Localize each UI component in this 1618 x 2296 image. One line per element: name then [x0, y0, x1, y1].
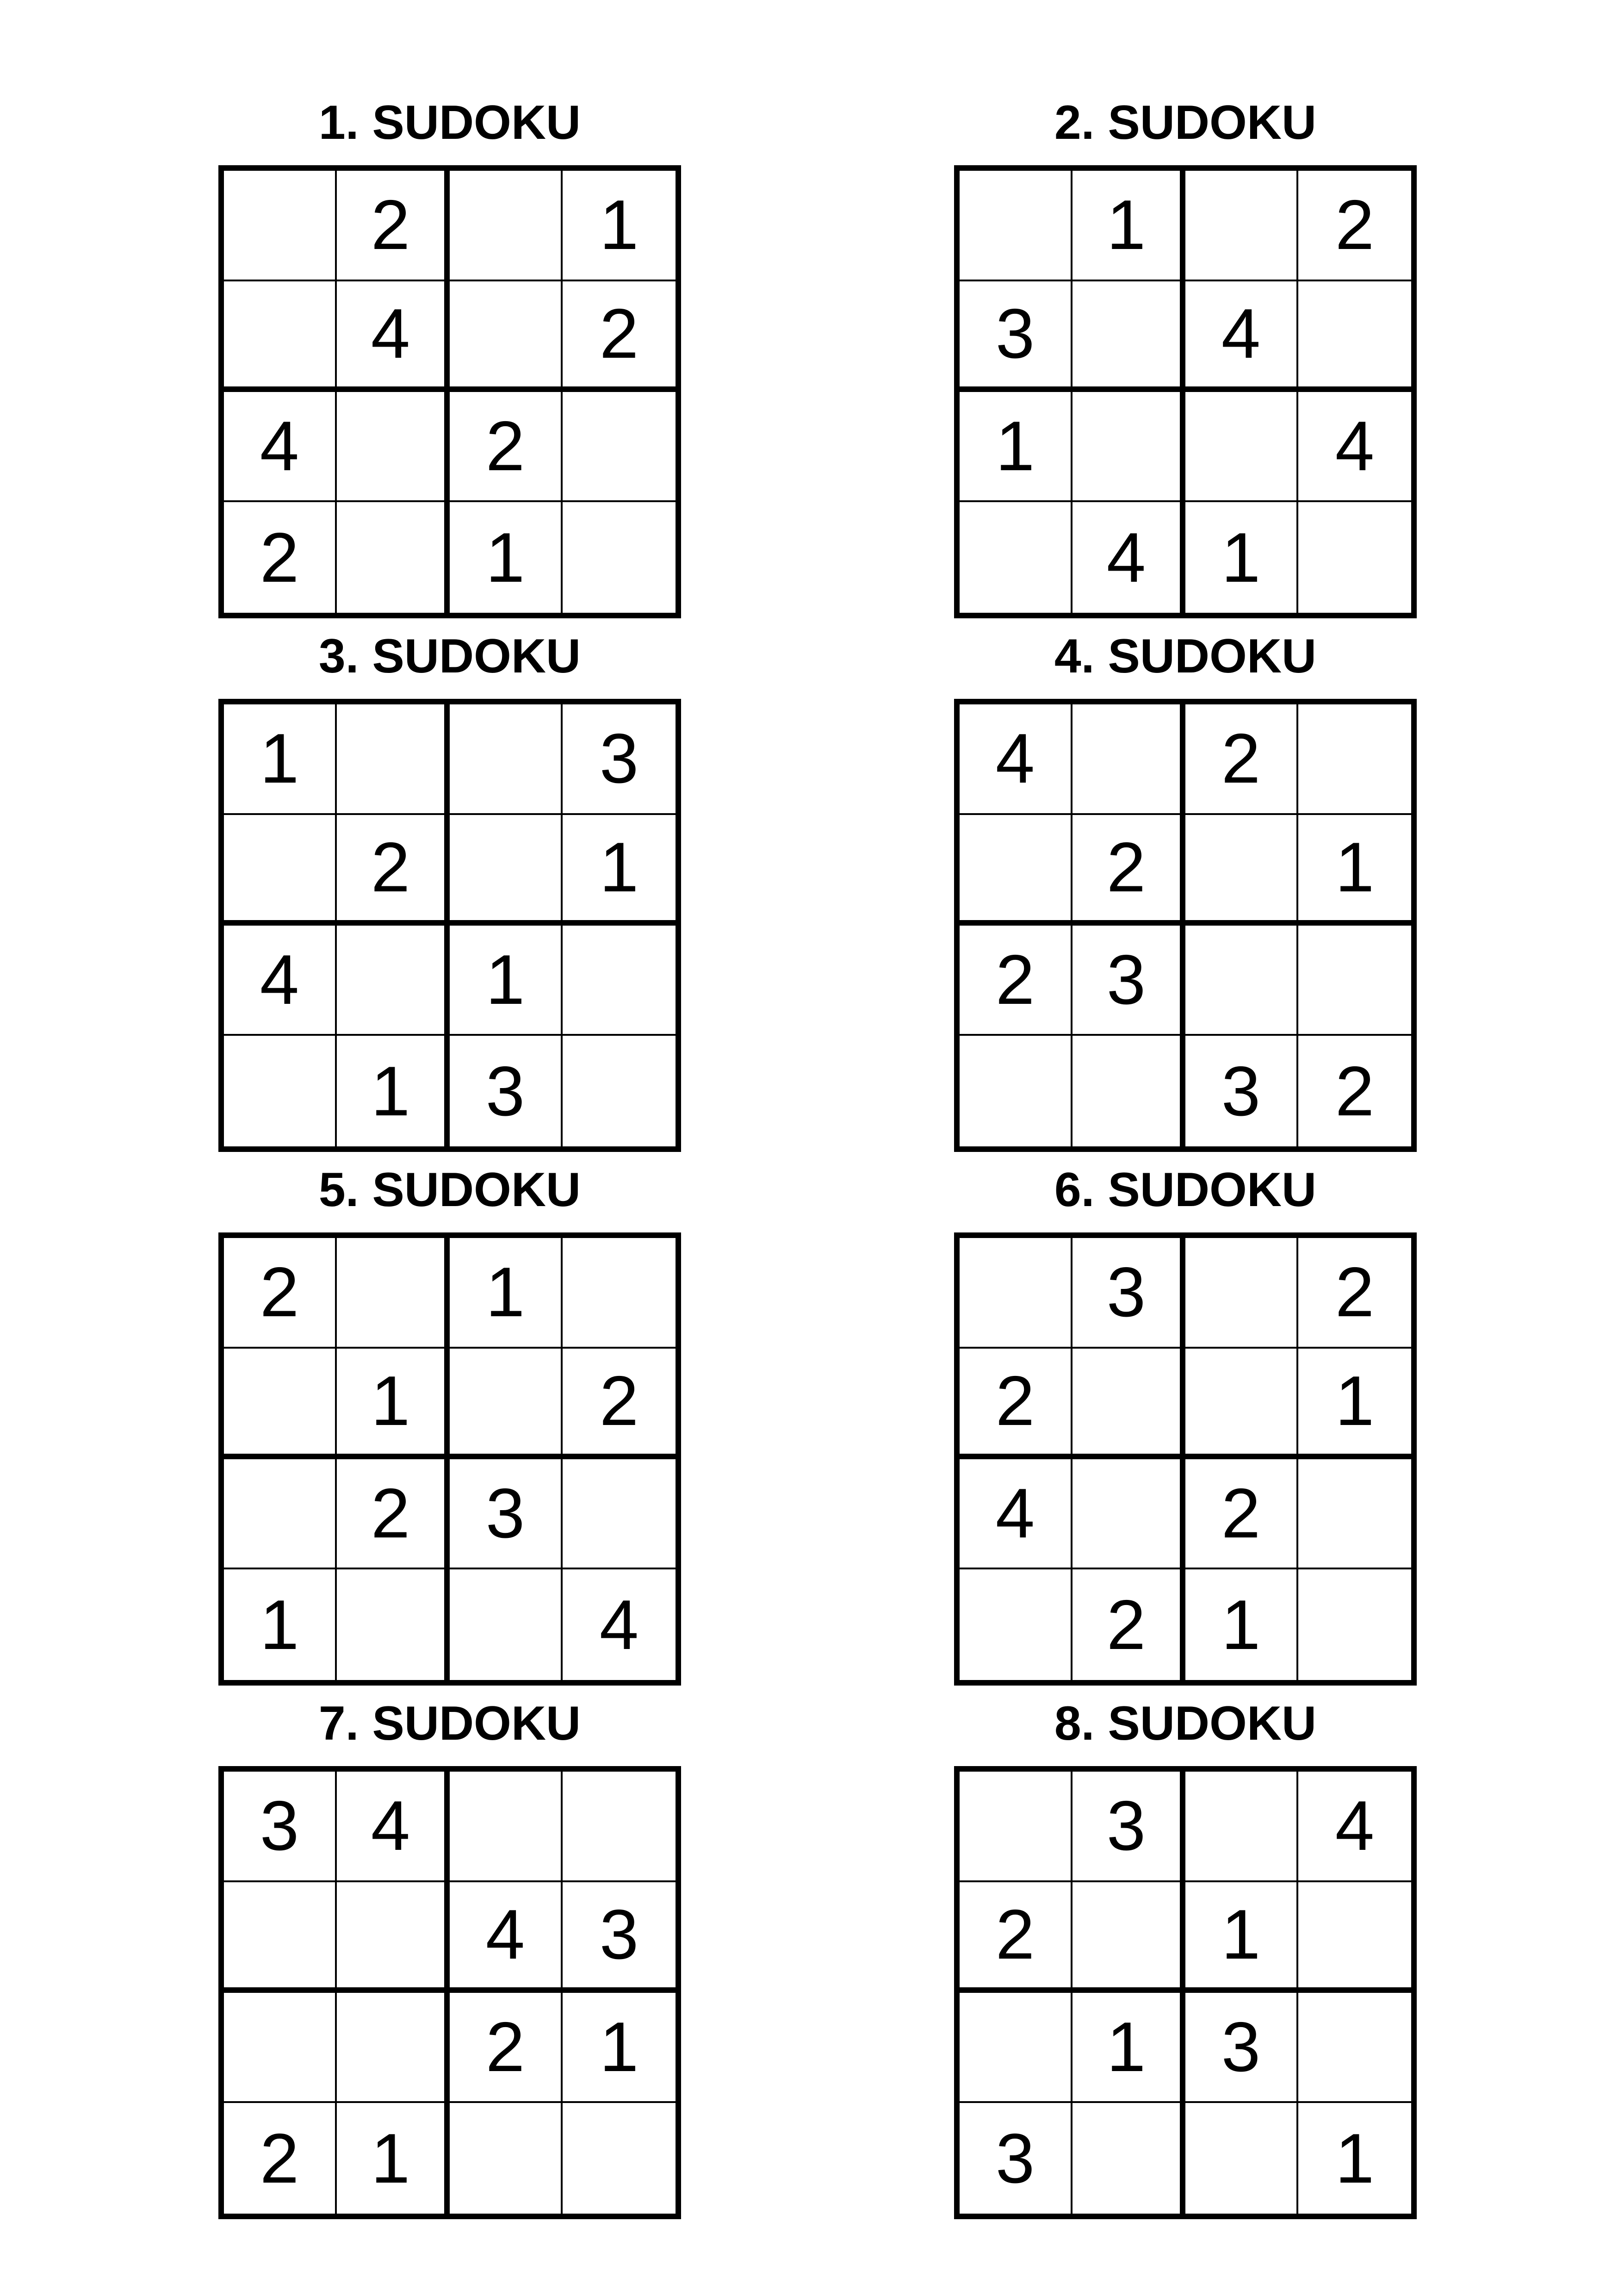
- sudoku-cell[interactable]: [960, 815, 1072, 926]
- sudoku-cell[interactable]: [337, 1993, 450, 2103]
- sudoku-cell[interactable]: 1: [337, 1349, 450, 1459]
- sudoku-cell[interactable]: [337, 926, 450, 1036]
- sudoku-cell[interactable]: 1: [450, 926, 563, 1036]
- sudoku-cell[interactable]: 2: [1335, 1052, 1375, 1131]
- sudoku-cell[interactable]: [563, 392, 676, 503]
- sudoku-cell[interactable]: 4: [450, 1882, 563, 1993]
- sudoku-cell[interactable]: 2: [1298, 171, 1411, 281]
- puzzle-title: 6. SUDOKU: [1054, 1163, 1317, 1217]
- sudoku-cell[interactable]: [1185, 815, 1298, 926]
- sudoku-cell[interactable]: 1: [337, 2103, 450, 2214]
- sudoku-cell[interactable]: 4: [337, 1772, 450, 1882]
- sudoku-cell[interactable]: 1: [450, 502, 563, 613]
- sudoku-cell[interactable]: 4: [224, 392, 337, 503]
- sudoku-cell[interactable]: [1185, 1349, 1298, 1459]
- sudoku-cell[interactable]: 1: [1072, 1993, 1185, 2103]
- sudoku-cell[interactable]: 4: [1298, 1772, 1411, 1882]
- sudoku-cell[interactable]: [1298, 502, 1411, 613]
- puzzle-title: 8. SUDOKU: [1054, 1697, 1317, 1750]
- sudoku-grid: [218, 699, 681, 1152]
- sudoku-cell[interactable]: 2: [337, 1459, 450, 1570]
- sudoku-grid: [954, 165, 1417, 618]
- sudoku-cell[interactable]: 1: [337, 1036, 450, 1146]
- sudoku-cell[interactable]: [960, 1569, 1072, 1680]
- sudoku-cell[interactable]: [960, 1036, 1072, 1146]
- sudoku-cell[interactable]: [337, 704, 450, 815]
- sudoku-cell[interactable]: [1298, 704, 1411, 815]
- puzzle-title: 5. SUDOKU: [318, 1163, 581, 1217]
- sudoku-grid: [954, 1232, 1417, 1686]
- sudoku-cell[interactable]: 2: [1298, 1238, 1411, 1349]
- sudoku-cell[interactable]: 3: [450, 1459, 563, 1570]
- sudoku-cell[interactable]: 2: [224, 1238, 337, 1349]
- sudoku-cell[interactable]: 1: [1185, 1882, 1298, 1993]
- sudoku-cell[interactable]: 2: [224, 502, 337, 613]
- sudoku-cell[interactable]: 2: [224, 2103, 337, 2214]
- sudoku-grid: [218, 1232, 681, 1686]
- sudoku-cell[interactable]: 3: [960, 2103, 1072, 2214]
- sudoku-cell[interactable]: 4: [337, 281, 450, 392]
- sudoku-grid: [954, 699, 1417, 1152]
- sudoku-cell[interactable]: 1: [450, 1238, 563, 1349]
- sudoku-cell[interactable]: 1: [563, 815, 676, 926]
- sudoku-cell[interactable]: [1298, 281, 1411, 392]
- sudoku-cell[interactable]: [450, 2103, 563, 2214]
- sudoku-cell[interactable]: 1: [563, 1993, 676, 2103]
- sudoku-cell[interactable]: [224, 1993, 337, 2103]
- sudoku-grid: [218, 1766, 681, 2219]
- sudoku-cell[interactable]: [224, 815, 337, 926]
- sudoku-cell[interactable]: [563, 1238, 676, 1349]
- sudoku-cell[interactable]: [1072, 1349, 1185, 1459]
- sudoku-cell[interactable]: 4: [224, 926, 337, 1036]
- puzzle-title: 4. SUDOKU: [1054, 629, 1317, 683]
- sudoku-cell[interactable]: 2: [1185, 704, 1298, 815]
- sudoku-cell[interactable]: [1185, 1238, 1298, 1349]
- sudoku-cell[interactable]: [450, 1772, 563, 1882]
- sudoku-cell[interactable]: [563, 1772, 676, 1882]
- sudoku-cell[interactable]: [1072, 281, 1185, 392]
- sudoku-cell[interactable]: 3: [1185, 1036, 1298, 1146]
- sudoku-cell[interactable]: [450, 171, 563, 281]
- sudoku-cell[interactable]: [1185, 392, 1298, 503]
- sudoku-cell[interactable]: 1: [224, 704, 337, 815]
- puzzle-title: 7. SUDOKU: [318, 1697, 581, 1750]
- sudoku-cell[interactable]: [1072, 2103, 1185, 2214]
- sudoku-cell[interactable]: 4: [960, 1459, 1072, 1570]
- sudoku-cell[interactable]: [563, 2103, 676, 2214]
- sudoku-cell[interactable]: 1: [1185, 1569, 1298, 1680]
- sudoku-cell[interactable]: 2: [1072, 1569, 1185, 1680]
- sudoku-cell[interactable]: [563, 1459, 676, 1570]
- sudoku-cell[interactable]: 1: [1185, 502, 1298, 613]
- sudoku-cell[interactable]: 2: [1072, 815, 1185, 926]
- sudoku-cell[interactable]: [960, 1772, 1072, 1882]
- sudoku-cell[interactable]: [1072, 1459, 1185, 1570]
- sudoku-cell[interactable]: [224, 281, 337, 392]
- sudoku-cell[interactable]: 4: [1185, 281, 1298, 392]
- sudoku-cell[interactable]: [337, 1569, 450, 1680]
- sudoku-cell[interactable]: 4: [960, 704, 1072, 815]
- sudoku-cell[interactable]: [224, 1459, 337, 1570]
- sudoku-cell[interactable]: [224, 171, 337, 281]
- sudoku-cell[interactable]: [563, 502, 676, 613]
- sudoku-cell[interactable]: 1: [960, 392, 1072, 503]
- sudoku-cell[interactable]: [337, 392, 450, 503]
- sudoku-cell[interactable]: 2: [960, 1349, 1072, 1459]
- sudoku-cell[interactable]: [450, 704, 563, 815]
- sudoku-cell[interactable]: 2: [1185, 1459, 1298, 1570]
- sudoku-cell[interactable]: 3: [1072, 1238, 1185, 1349]
- sudoku-cell[interactable]: 2: [563, 281, 676, 392]
- puzzle-title: 2. SUDOKU: [1054, 96, 1317, 149]
- sudoku-grid: [218, 165, 681, 618]
- sudoku-cell[interactable]: [1072, 1036, 1185, 1146]
- sudoku-cell[interactable]: [1185, 926, 1298, 1036]
- sudoku-cell[interactable]: [1185, 2103, 1298, 2214]
- sudoku-cell[interactable]: [1298, 1569, 1411, 1680]
- sudoku-cell[interactable]: [1185, 171, 1298, 281]
- sudoku-cell[interactable]: [450, 281, 563, 392]
- sudoku-cell[interactable]: [960, 1993, 1072, 2103]
- sudoku-cell[interactable]: 1: [1335, 2119, 1375, 2198]
- sudoku-cell[interactable]: 3: [563, 704, 676, 815]
- sudoku-cell[interactable]: 1: [224, 1569, 337, 1680]
- sudoku-cell[interactable]: 2: [450, 392, 563, 503]
- sudoku-cell[interactable]: [1185, 1772, 1298, 1882]
- sudoku-cell[interactable]: [1072, 1882, 1185, 1993]
- sudoku-cell[interactable]: 3: [450, 1036, 563, 1146]
- sudoku-cell[interactable]: 2: [337, 815, 450, 926]
- sudoku-cell[interactable]: 3: [563, 1882, 676, 1993]
- sudoku-cell[interactable]: [1298, 1993, 1411, 2103]
- sudoku-cell[interactable]: 4: [599, 1585, 639, 1664]
- sudoku-cell[interactable]: [224, 1349, 337, 1459]
- sudoku-cell[interactable]: [450, 815, 563, 926]
- sudoku-cell[interactable]: [563, 926, 676, 1036]
- sudoku-cell[interactable]: [337, 502, 450, 613]
- sudoku-cell[interactable]: 1: [1298, 815, 1411, 926]
- sudoku-cell[interactable]: [224, 1882, 337, 1993]
- sudoku-cell[interactable]: 3: [1185, 1993, 1298, 2103]
- sudoku-cell[interactable]: 4: [1072, 502, 1185, 613]
- sudoku-cell[interactable]: [337, 1238, 450, 1349]
- sudoku-cell[interactable]: [1072, 392, 1185, 503]
- sudoku-cell[interactable]: 2: [337, 171, 450, 281]
- sudoku-cell[interactable]: [337, 1882, 450, 1993]
- sudoku-cell[interactable]: 1: [563, 171, 676, 281]
- sudoku-cell[interactable]: [960, 502, 1072, 613]
- sudoku-cell[interactable]: 2: [450, 1993, 563, 2103]
- sudoku-cell[interactable]: [1072, 704, 1185, 815]
- sudoku-cell[interactable]: 4: [1298, 392, 1411, 503]
- sudoku-cell[interactable]: [1298, 1459, 1411, 1570]
- sudoku-cell[interactable]: [450, 1569, 563, 1680]
- sudoku-cell[interactable]: 2: [960, 926, 1072, 1036]
- sudoku-cell[interactable]: [960, 171, 1072, 281]
- sudoku-cell[interactable]: 1: [1072, 171, 1185, 281]
- sudoku-cell[interactable]: [1298, 1882, 1411, 1993]
- sudoku-cell[interactable]: 3: [224, 1772, 337, 1882]
- sudoku-cell[interactable]: [450, 1349, 563, 1459]
- sudoku-cell[interactable]: 2: [960, 1882, 1072, 1993]
- sudoku-cell[interactable]: 1: [1298, 1349, 1411, 1459]
- sudoku-cell[interactable]: 3: [960, 281, 1072, 392]
- sudoku-cell[interactable]: 3: [1072, 926, 1185, 1036]
- sudoku-grid: [954, 1766, 1417, 2219]
- sudoku-cell[interactable]: [224, 1036, 337, 1146]
- puzzle-title: 1. SUDOKU: [318, 96, 581, 149]
- sudoku-cell[interactable]: [563, 1036, 676, 1146]
- puzzle-title: 3. SUDOKU: [318, 629, 581, 683]
- sudoku-cell[interactable]: 2: [563, 1349, 676, 1459]
- sudoku-cell[interactable]: 3: [1072, 1772, 1185, 1882]
- sudoku-cell[interactable]: [960, 1238, 1072, 1349]
- sudoku-cell[interactable]: [1298, 926, 1411, 1036]
